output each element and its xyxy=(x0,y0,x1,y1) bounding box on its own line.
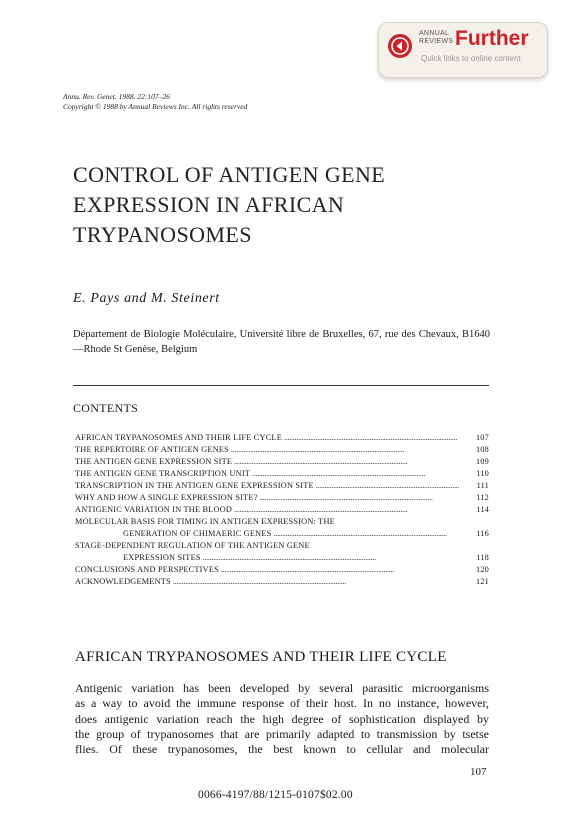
body-text-line: as a way to avoid the immune response of their host. In no instance, however, xyxy=(75,696,489,711)
toc-entry[interactable] xyxy=(75,456,489,468)
body-text-line: flies. Of these trypanosomes, the best known to cellular and molecular xyxy=(75,742,489,757)
table-of-contents xyxy=(75,432,489,588)
article-title xyxy=(73,160,385,250)
toc-page-number: 121 xyxy=(475,577,489,586)
toc-leader-dots xyxy=(173,576,459,588)
copyright-notice: Copyright © 1988 by Annual Reviews Inc. All rights reserved xyxy=(63,102,248,111)
toc-page-number: 109 xyxy=(475,457,489,466)
toc-leader-dots xyxy=(231,444,459,456)
toc-page-number: 108 xyxy=(475,445,489,454)
toc-page-number: 110 xyxy=(476,469,489,478)
toc-page-number: 120 xyxy=(475,565,489,574)
body-text-line: does antigenic variation reach the high degree of sophistication displayed by xyxy=(75,711,489,726)
section-heading: AFRICAN TRYPANOSOMES AND THEIR LIFE CYCLE xyxy=(75,649,447,665)
toc-entry-title: CONCLUSIONS AND PERSPECTIVES xyxy=(75,565,219,574)
toc-entry[interactable] xyxy=(75,432,489,444)
toc-entry[interactable] xyxy=(75,540,489,564)
toc-leader-dots xyxy=(234,456,459,468)
article-code-footer: 0066-4197/88/1215-0107$02.00 xyxy=(198,789,353,801)
toc-entry[interactable] xyxy=(75,444,489,456)
toc-entry-title: ANTIGENIC VARIATION IN THE BLOOD xyxy=(75,505,233,514)
toc-page-number: 107 xyxy=(475,433,489,442)
banner-tagline: Quick links to online content xyxy=(421,54,521,63)
toc-entry-title: THE ANTIGEN GENE EXPRESSION SITE xyxy=(75,457,233,466)
author-affiliation: Département de Biologie Moléculaire, Université libre de Bruxelles, 67, rue des Chevaux, B1640—Rhode St Genèse, Belgium xyxy=(73,329,490,355)
toc-entry-title: THE ANTIGEN GENE TRANSCRIPTION UNIT xyxy=(75,469,251,478)
banner-further-text: Further xyxy=(455,27,529,50)
banner-annual-text: ANNUAL xyxy=(419,30,450,37)
toc-leader-dots xyxy=(252,468,459,480)
title-line: EXPRESSION IN AFRICAN xyxy=(73,192,345,217)
toc-entry-title: STAGE-DEPENDENT REGULATION OF THE ANTIGEN GENE xyxy=(75,541,310,550)
toc-leader-dots xyxy=(221,564,459,576)
toc-leader-dots xyxy=(234,504,459,516)
divider-rule xyxy=(73,385,489,386)
toc-leader-dots xyxy=(316,480,459,492)
toc-entry-title: MOLECULAR BASIS FOR TIMING IN ANTIGEN EXPRESSION: THE xyxy=(75,517,335,526)
toc-entry-title: WHY AND HOW A SINGLE EXPRESSION SITE? xyxy=(75,493,258,502)
toc-entry[interactable] xyxy=(75,564,489,576)
toc-page-number: 112 xyxy=(476,493,489,502)
journal-citation: Annu. Rev. Genet. 1988. 22:107–26 xyxy=(63,92,170,101)
section-body xyxy=(75,681,489,757)
toc-entry[interactable] xyxy=(75,576,489,588)
toc-entry[interactable] xyxy=(75,504,489,516)
toc-page-number: 116 xyxy=(476,529,489,538)
contents-heading: CONTENTS xyxy=(73,401,139,415)
body-text-line: the group of trypanosomes that are primarily adapted to transmission by tsetse xyxy=(75,726,489,741)
title-line: TRYPANOSOMES xyxy=(73,222,252,247)
circle-arrow-left-icon xyxy=(388,34,412,58)
banner-reviews-text: REVIEWS xyxy=(419,38,454,45)
toc-page-number: 114 xyxy=(476,505,489,514)
toc-entry-title: GENERATION OF CHIMAERIC GENES xyxy=(123,529,272,538)
toc-entry-title: TRANSCRIPTION IN THE ANTIGEN GENE EXPRESSION SITE xyxy=(75,481,314,490)
toc-leader-dots xyxy=(203,552,459,564)
title-line: CONTROL OF ANTIGEN GENE xyxy=(73,162,386,187)
body-text-line: Antigenic variation has been developed by several parasitic microorganisms xyxy=(75,681,489,695)
toc-leader-dots xyxy=(260,492,459,504)
annual-reviews-further-banner[interactable] xyxy=(378,22,548,78)
toc-entry-title: EXPRESSION SITES xyxy=(123,553,201,562)
toc-entry[interactable] xyxy=(75,492,489,504)
toc-leader-dots xyxy=(273,528,459,540)
toc-entry[interactable] xyxy=(75,468,489,480)
toc-entry[interactable] xyxy=(75,516,489,540)
toc-leader-dots xyxy=(284,432,459,444)
article-authors: E. Pays and M. Steinert xyxy=(73,291,220,306)
page-number: 107 xyxy=(470,766,487,778)
toc-entry-title: AFRICAN TRYPANOSOMES AND THEIR LIFE CYCLE xyxy=(75,433,282,442)
toc-entry-title: THE REPERTOIRE OF ANTIGEN GENES xyxy=(75,445,229,454)
toc-page-number: 118 xyxy=(476,553,489,562)
toc-page-number: 111 xyxy=(476,481,489,490)
toc-entry[interactable] xyxy=(75,480,489,492)
toc-entry-title: ACKNOWLEDGEMENTS xyxy=(75,577,171,586)
